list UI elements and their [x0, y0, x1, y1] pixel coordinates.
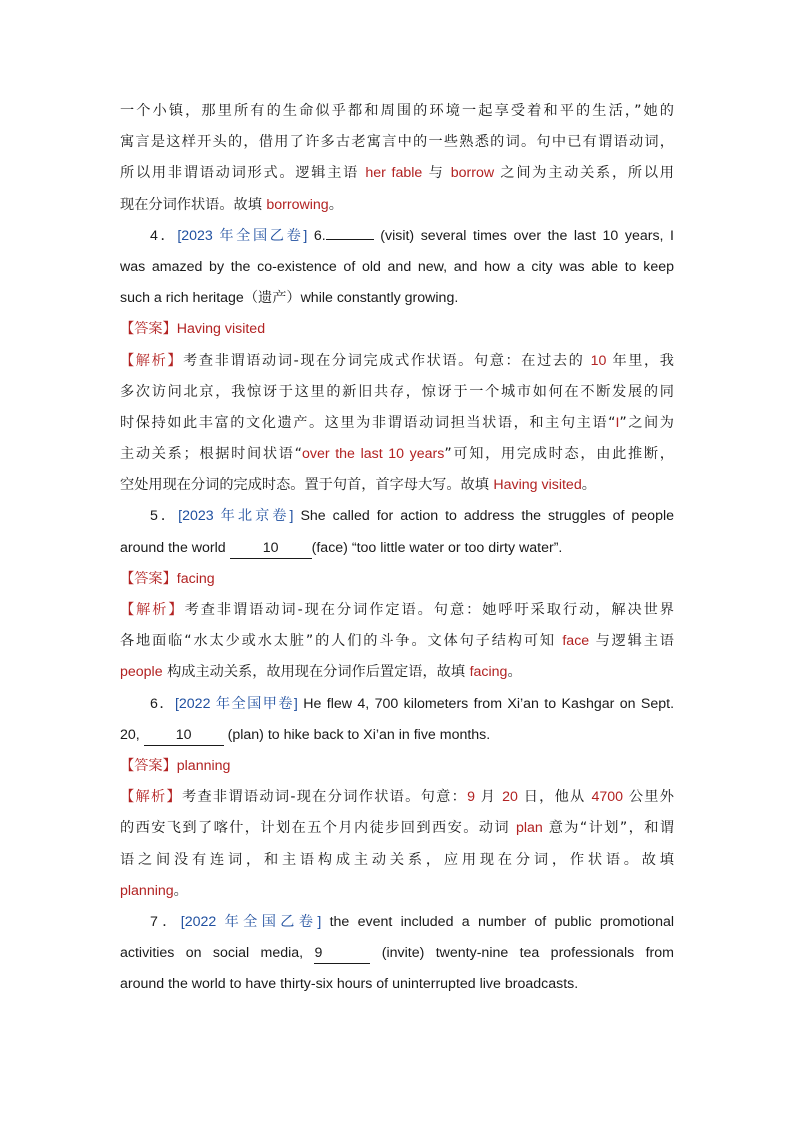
text-span: 寓言是这样开头的，借用了许多古老寓言中的一些熟悉的词。句中已有谓语动词，: [120, 134, 674, 151]
text-span: 。: [507, 664, 522, 681]
text-span: activities on social media,: [120, 945, 315, 962]
text-span: (face) “too little water or too dirty water”.: [311, 539, 563, 556]
text-line: [120, 470, 674, 501]
text-span: 考查非谓语动词-现在分词作状语。句意：: [181, 789, 468, 806]
text-span: was amazed by the co-existence of old and new, and how a city was able to keep: [120, 258, 674, 275]
analysis-label: 【解析】: [120, 789, 182, 806]
question-number: 6．: [150, 695, 175, 712]
keyword: 10: [590, 352, 607, 369]
answer-label: 【答案】: [120, 757, 177, 774]
keyword: plan: [515, 820, 543, 837]
text-span: 日，他从: [517, 789, 592, 806]
text-span: 之间为主动关系，所以用: [494, 165, 674, 182]
text-line: [120, 252, 674, 283]
answer-label: 【答案】: [120, 570, 177, 587]
answer-value: Having visited: [176, 321, 266, 338]
text-span: 与逻辑主语: [589, 633, 674, 650]
text-line: [120, 938, 674, 969]
question-number: 4．: [150, 227, 178, 244]
answer-value: facing: [176, 570, 215, 587]
text-span: 现在分词作状语。故填: [120, 196, 267, 213]
text-span: He flew 4, 700 kilometers from Xi’an to Kashgar on Sept.: [297, 695, 674, 712]
text-span: 考查非谓语动词-现在分词作定语。句意：她呼吁采取行动，解决世界: [184, 602, 674, 618]
answer-blank: 9: [314, 943, 370, 964]
text-span: 各地面临“水太少或水太脏”的人们的斗争。文体句子结构可知: [120, 633, 563, 650]
text-span: 多次访问北京，我惊讶于这里的新旧共存，惊讶于一个城市如何在不断发展的同: [120, 383, 674, 400]
text-span: 20,: [120, 726, 144, 743]
text-line: [120, 190, 674, 221]
text-span: 公里外: [623, 789, 674, 806]
answer-line: [120, 564, 674, 595]
keyword: Having visited: [493, 477, 582, 494]
text-line: [120, 283, 674, 314]
keyword: people: [120, 664, 163, 681]
text-span: 的西安飞到了喀什，计划在五个月内徒步回到西安。动词: [120, 820, 516, 837]
text-line: [120, 876, 674, 907]
text-span: (invite) twenty-nine tea professionals from: [370, 945, 674, 962]
question-7-line: [120, 907, 674, 938]
answer-blank: 10: [230, 538, 312, 559]
question-source: [2022 年全国乙卷]: [180, 913, 322, 930]
analysis-label: 【解析】: [120, 352, 184, 369]
text-line: [120, 626, 674, 657]
answer-value: planning: [176, 757, 231, 774]
text-line: [120, 408, 674, 439]
text-span: 。: [328, 196, 343, 213]
text-span: 考查非谓语动词-现在分词完成式作状语。句意：在过去的: [183, 352, 591, 369]
question-source: [2022 年全国甲卷]: [174, 695, 298, 712]
text-span: (plan) to hike back to Xi’an in five months.: [223, 726, 491, 743]
text-line: [120, 96, 674, 127]
analysis-label: 【解析】: [120, 602, 185, 618]
answer-line: [120, 751, 674, 782]
text-span: 空处用现在分词的完成时态。置于句首，首字母大写。故填: [120, 477, 494, 494]
keyword: borrowing: [266, 196, 329, 213]
text-span: ”可知，用完成时态，由此推断，: [444, 446, 674, 463]
text-line: [120, 845, 674, 876]
keyword: facing: [469, 664, 508, 681]
analysis-line: [120, 595, 674, 626]
keyword: 4700: [591, 789, 624, 806]
question-source: [2023 年北京卷]: [178, 508, 294, 525]
text-span: 主动关系；根据时间状语“: [120, 446, 302, 463]
text-span: She called for action to address the struggles of people: [293, 508, 674, 525]
text-span: ”之间为: [619, 414, 674, 431]
text-span: (visit) several times over the last 10 years, I: [373, 227, 674, 244]
text-line: [120, 158, 674, 189]
text-span: 一个小镇，那里所有的生命似乎都和周围的环境一起享受着和平的生活，”她的: [120, 103, 674, 119]
text-span: 所以用非谓语动词形式。逻辑主语: [120, 165, 366, 182]
text-span: 6.: [307, 227, 326, 244]
text-line: [120, 127, 674, 158]
text-span: such a rich heritage（遗产）while constantly growing.: [120, 290, 459, 307]
question-5-line: [120, 501, 674, 532]
text-span: the event included a number of public promotional: [321, 913, 674, 930]
text-line: [120, 657, 674, 688]
text-span: 与: [422, 165, 451, 182]
text-span: around the world to have thirty-six hours of uninterrupted live broadcasts.: [120, 976, 579, 993]
analysis-line: [120, 782, 674, 813]
question-6-line: [120, 689, 674, 720]
keyword: I: [615, 414, 620, 431]
text-span: 。: [173, 882, 188, 899]
answer-label: 【答案】: [120, 321, 177, 338]
text-span: around the world: [120, 539, 230, 556]
keyword: her fable: [365, 165, 423, 182]
keyword: borrow: [450, 165, 495, 182]
text-span: 月: [475, 789, 503, 806]
text-line: [120, 813, 674, 844]
keyword: face: [562, 633, 590, 650]
text-line: [120, 439, 674, 470]
text-span: 年里，我: [606, 352, 674, 369]
text-line: [120, 533, 674, 564]
answer-blank: [326, 239, 374, 240]
text-span: 时保持如此丰富的文化遗产。这里为非谓语动词担当状语，和主句主语“: [120, 414, 616, 431]
text-line: [120, 377, 674, 408]
question-number: 5．: [150, 508, 179, 525]
keyword: 9: [467, 789, 475, 806]
text-line: [120, 969, 674, 1000]
keyword: planning: [120, 882, 174, 899]
text-span: 意为“计划”，和谓: [542, 820, 674, 837]
text-span: 构成主动关系，故用现在分词作后置定语，故填: [162, 664, 470, 681]
question-number: 7．: [150, 913, 181, 930]
answer-line: [120, 314, 674, 345]
question-4-line: [120, 221, 674, 252]
keyword: over the last 10 years: [301, 446, 445, 463]
text-span: 。: [581, 477, 596, 494]
analysis-line: [120, 346, 674, 377]
text-span: 语之间没有连词，和主语构成主动关系，应用现在分词，作状语。故填: [120, 851, 674, 868]
text-line: [120, 720, 674, 751]
keyword: 20: [502, 789, 518, 806]
document-page: [120, 96, 674, 1000]
question-source: [2023 年全国乙卷]: [177, 227, 308, 244]
answer-blank: 10: [144, 725, 224, 746]
